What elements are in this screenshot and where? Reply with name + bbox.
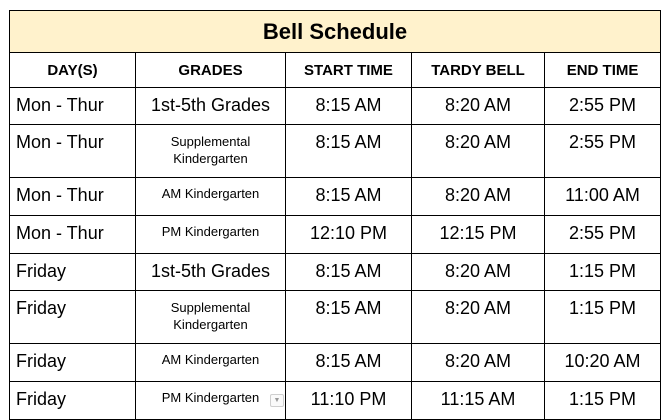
day-cell: Friday: [10, 291, 136, 344]
bell-schedule-table: [9, 10, 661, 420]
header-days: DAY(S): [10, 53, 136, 88]
tardy-bell-cell: 8:20 AM: [412, 125, 545, 178]
grade-label: PM Kindergarten: [161, 390, 260, 405]
grade-cell: 1st-5th Grades: [136, 254, 286, 291]
table-row: [10, 344, 661, 382]
grade-cell: 1st-5th Grades: [136, 88, 286, 125]
grade-cell: AM Kindergarten: [136, 344, 286, 382]
start-time-cell: 8:15 AM: [286, 125, 412, 178]
table-title: Bell Schedule: [10, 11, 661, 53]
start-time-cell: 11:10 PM: [286, 382, 412, 420]
tardy-bell-cell: 12:15 PM: [412, 216, 545, 254]
grade-line: Supplemental: [170, 300, 251, 315]
table-row: [10, 125, 661, 178]
tardy-bell-cell: 8:20 AM: [412, 254, 545, 291]
start-time-cell: 8:15 AM: [286, 291, 412, 344]
grade-cell: PM Kindergarten: [136, 216, 286, 254]
end-time-cell: 2:55 PM: [545, 125, 661, 178]
start-time-cell: 8:15 AM: [286, 88, 412, 125]
table-row: [10, 216, 661, 254]
day-cell: Mon - Thur: [10, 88, 136, 125]
chevron-down-icon[interactable]: ▼: [270, 394, 284, 407]
tardy-bell-cell: 8:20 AM: [412, 344, 545, 382]
table-row: [10, 382, 661, 420]
grade-line: Supplemental: [170, 134, 251, 149]
grade-cell: AM Kindergarten: [136, 178, 286, 216]
end-time-cell: 1:15 PM: [545, 291, 661, 344]
tardy-bell-cell: 8:20 AM: [412, 88, 545, 125]
header-start-time: START TIME: [286, 53, 412, 88]
day-cell: Mon - Thur: [10, 125, 136, 178]
grade-cell: [136, 291, 286, 344]
day-cell: Mon - Thur: [10, 178, 136, 216]
grade-cell: [136, 125, 286, 178]
end-time-cell: 11:00 AM: [545, 178, 661, 216]
end-time-cell: 1:15 PM: [545, 382, 661, 420]
tardy-bell-cell: 8:20 AM: [412, 291, 545, 344]
end-time-cell: 2:55 PM: [545, 88, 661, 125]
start-time-cell: 8:15 AM: [286, 254, 412, 291]
day-cell: Friday: [10, 254, 136, 291]
header-row: [10, 53, 661, 88]
header-end-time: END TIME: [545, 53, 661, 88]
header-tardy-bell: TARDY BELL: [412, 53, 545, 88]
start-time-cell: 12:10 PM: [286, 216, 412, 254]
start-time-cell: 8:15 AM: [286, 344, 412, 382]
table-row: [10, 254, 661, 291]
header-grades: GRADES: [136, 53, 286, 88]
table-row: [10, 88, 661, 125]
day-cell: Mon - Thur: [10, 216, 136, 254]
grade-cell[interactable]: [136, 382, 286, 420]
end-time-cell: 10:20 AM: [545, 344, 661, 382]
start-time-cell: 8:15 AM: [286, 178, 412, 216]
grade-line: Kindergarten: [173, 317, 248, 332]
day-cell: Friday: [10, 382, 136, 420]
table-row: [10, 291, 661, 344]
tardy-bell-cell: 11:15 AM: [412, 382, 545, 420]
grade-line: Kindergarten: [173, 151, 248, 166]
day-cell: Friday: [10, 344, 136, 382]
end-time-cell: 1:15 PM: [545, 254, 661, 291]
end-time-cell: 2:55 PM: [545, 216, 661, 254]
table-row: [10, 178, 661, 216]
tardy-bell-cell: 8:20 AM: [412, 178, 545, 216]
